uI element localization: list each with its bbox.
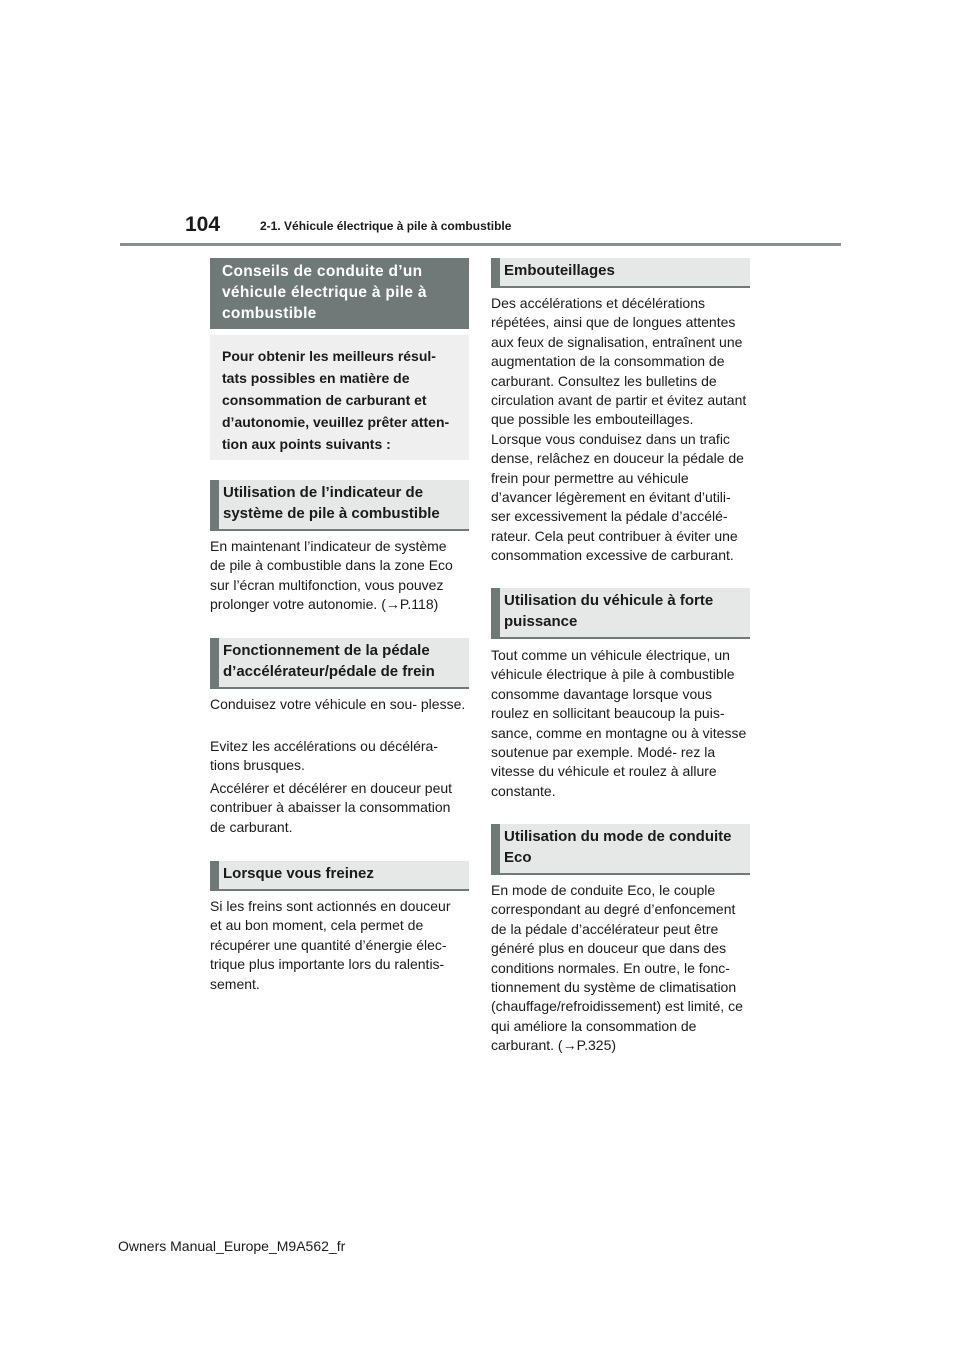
paragraph-pedals-1: Conduisez votre véhicule en sou- plesse. (210, 696, 466, 712)
paragraph-traffic-jams: Des accélérations et décélérations répétées, ainsi que de longues attentes aux feux de signalisation, entraînent une augmentation de la consommation de carburant. Consultez les bulletins de circulation avant de partir et évitez autant que possible les embouteillages. Lorsque vous conduisez dans un trafic dense, relâchez en douceur la pédale de frein pour permettre au véhicule d’avancer légèrement en évitant d’utili- ser excessivement la pédale d’accélé- rateur. Cela peut contribuer à éviter une consommation excessive de carburant. (491, 295, 747, 564)
heading-traffic-jams: Embouteillages (491, 258, 750, 288)
intro-box: Pour obtenir les meilleurs résul- tats possibles en matière de consommation de carburant et d’autonomie, veuillez prêter atten- tion aux points suivants : (210, 335, 469, 460)
heading-pedals: Fonctionnement de la pédale d’accélérateur/pédale de frein (210, 638, 469, 689)
section-reference: 2-1. Véhicule électrique à pile à combustible (260, 219, 512, 233)
paragraph-eco-mode: En mode de conduite Eco, le couple correspondant au degré d’enfoncement de la pédale d’accélérateur peut être généré plus en douceur que dans des conditions normales. En outre, le fonc- tionnement du système de climatisation (chauffage/refroidissement) est limité, ce qui améliore la consommation de carburant. (→P.325) (491, 882, 743, 1054)
paragraph-braking: Si les freins sont actionnés en douceur et au bon moment, cela permet de récupérer une quantité d’énergie élec- trique plus importante lors du ralentis- sement. (210, 898, 451, 992)
heading-braking: Lorsque vous freinez (210, 861, 469, 891)
paragraph-pedals-2: Evitez les accélérations ou décéléra- tions brusques. (210, 738, 439, 774)
topic-title: Conseils de conduite d’un véhicule électrique à pile à combustible (210, 258, 469, 329)
paragraph-high-power: Tout comme un véhicule électrique, un véhicule électrique à pile à combustible consomme davantage lorsque vous roulez en sollicitant beaucoup la puis- sance, comme en montagne ou à vitesse soutenue par exemple. Modé- rez la vitesse du véhicule et roulez à allure constante. (491, 647, 747, 799)
paragraph-pedals-3: Accélérer et décélérer en douceur peut contribuer à abaisser la consommation de carburant. (210, 780, 453, 835)
heading-fc-indicator: Utilisation de l’indicateur de système de pile à combustible (210, 480, 469, 531)
page-number: 104 (185, 213, 221, 236)
header-rule (120, 243, 841, 246)
heading-high-power: Utilisation du véhicule à forte puissance (491, 588, 750, 639)
footer-document-id: Owners Manual_Europe_M9A562_fr (118, 1238, 346, 1254)
paragraph-fc-indicator: En maintenant l’indicateur de système de pile à combustible dans la zone Eco sur l’écran multifonction, vous pouvez prolonger votre autonomie. (→P.118) (210, 538, 453, 613)
heading-eco-mode: Utilisation du mode de conduite Eco (491, 824, 750, 875)
